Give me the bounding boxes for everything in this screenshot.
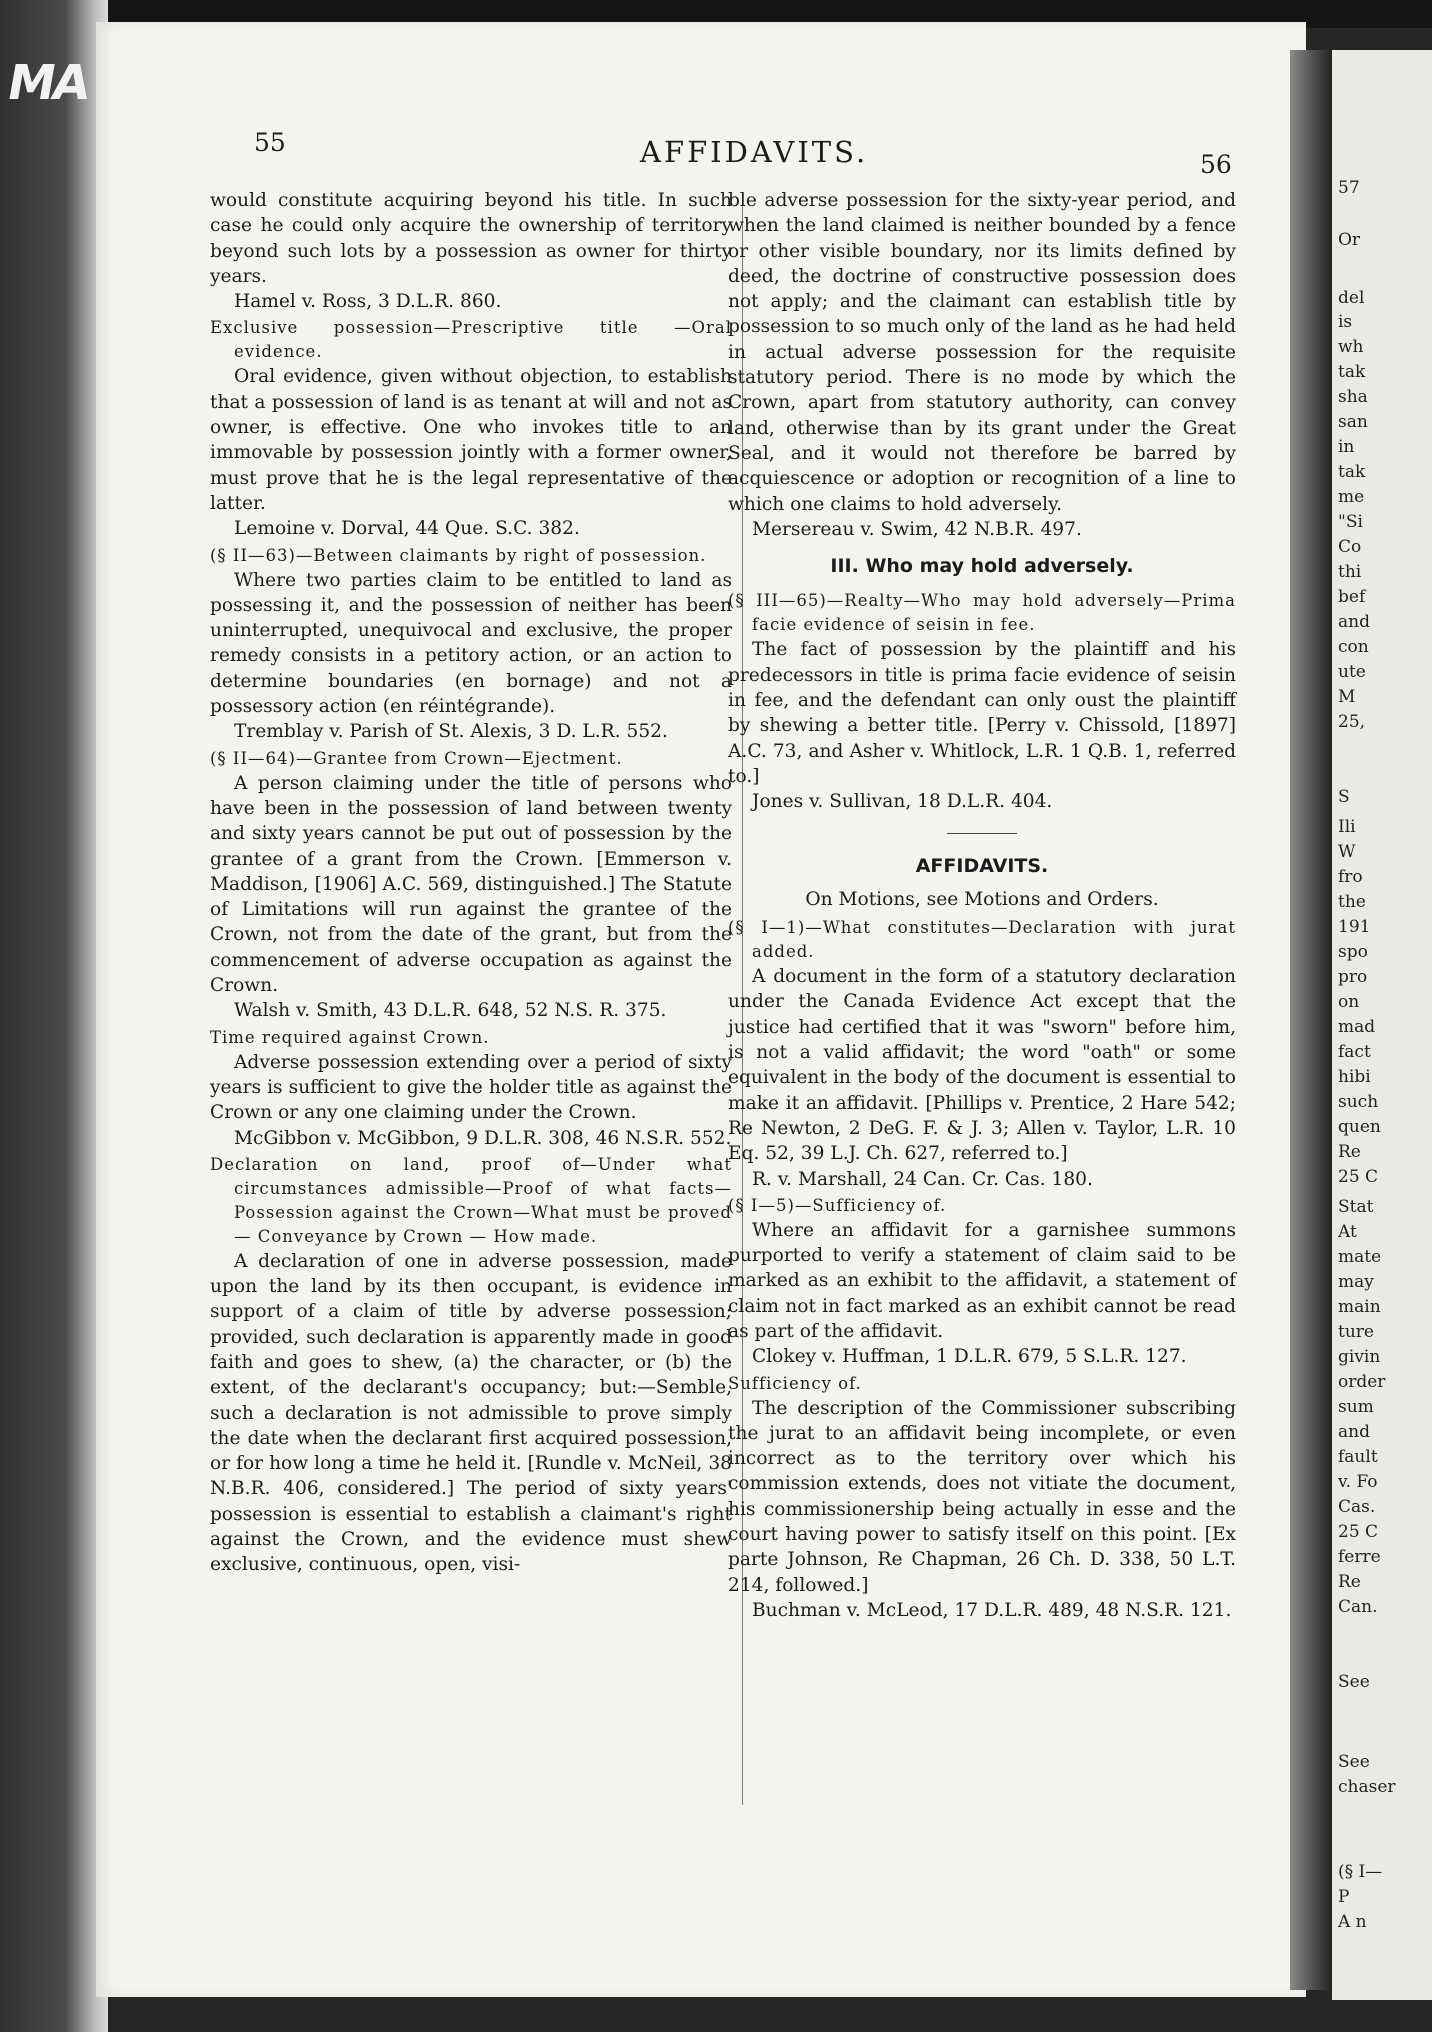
next-page-fragment: ture [1338, 1322, 1374, 1342]
next-page-fragment: givin [1338, 1347, 1381, 1367]
subheading: (§ II—63)—Between claimants by right of possession. [210, 545, 707, 565]
next-page-fragment: ferre [1338, 1547, 1381, 1567]
next-page-fragment: pro [1338, 967, 1368, 987]
next-page-fragment: and [1338, 1422, 1370, 1442]
next-page-fragment: order [1338, 1372, 1386, 1392]
paragraph: Where an affidavit for a garnishee summons purported to verify a statement of claim said to be marked as an exhibit to the affidavit, a statement of claim not in fact marked as an exhibit cannot be read as part of the affidavit. [728, 1219, 1236, 1342]
case-citation: Tremblay v. Parish of St. Alexis, 3 D. L.R. 552. [234, 721, 668, 743]
next-page-fragment: Ili [1338, 817, 1356, 837]
subheading: (§ II—64)—Grantee from Crown—Ejectment. [210, 748, 623, 768]
paragraph: The fact of possession by the plaintiff and his predecessors in title is prima facie evidence of seisin in fee, and the defendant can only oust the plaintiff by shewing a better title. [Perry v. Chissold, [1897] A.C. 73, and Asher v. Whitlock, L.R. 1 Q.B. 1, referred to.] [728, 639, 1236, 787]
paragraph: Adverse possession extending over a period of sixty years is sufficient to give the holder title as against the Crown or any one claiming under the Crown. [210, 1051, 732, 1124]
next-page-fragment: See [1338, 1752, 1370, 1772]
next-page-fragment: 25 C [1338, 1167, 1379, 1187]
next-page-fragment: tak [1338, 362, 1366, 382]
next-page-fragment: Cas. [1338, 1497, 1376, 1517]
next-page-fragment: 25 C [1338, 1522, 1379, 1542]
case-citation: Hamel v. Ross, 3 D.L.R. 860. [234, 291, 502, 313]
next-page-fragment: on [1338, 992, 1360, 1012]
next-page-fragment: fault [1338, 1447, 1378, 1467]
subheading: (§ III—65)—Realty—Who may hold adversely—Prima facie evidence of seisin in fee. [728, 591, 1236, 635]
next-page-fragment: fro [1338, 867, 1363, 887]
next-page-fragment: sha [1338, 387, 1368, 407]
entry-title: AFFIDAVITS. [915, 854, 1049, 877]
next-page-fragment: such [1338, 1092, 1379, 1112]
next-page-fragment: v. Fo [1338, 1472, 1378, 1492]
case-citation: Buchman v. McLeod, 17 D.L.R. 489, 48 N.S.R. 121. [752, 1599, 1232, 1621]
next-page-fragment: sum [1338, 1397, 1374, 1417]
case-citation: Lemoine v. Dorval, 44 Que. S.C. 382. [234, 518, 580, 540]
next-page-fragment: "Si [1338, 512, 1363, 532]
next-page-fragment: A n [1338, 1912, 1367, 1932]
next-page-fragment: me [1338, 487, 1365, 507]
next-page-fragment: ute [1338, 662, 1366, 682]
next-page-fragment: mad [1338, 1017, 1376, 1037]
next-page-fragment: 191 [1338, 917, 1371, 937]
next-page-fragment: is [1338, 312, 1353, 332]
subheading: Time required against Crown. [210, 1027, 490, 1047]
next-page-fragment: san [1338, 412, 1368, 432]
subheading: Declaration on land, proof of—Under what circumstances admissible—Proof of what facts—Possession against the Crown—What must be proved — Conveyance by Crown — How made. [210, 1154, 732, 1246]
case-citation: Walsh v. Smith, 43 D.L.R. 648, 52 N.S. R. 375. [234, 1000, 667, 1022]
next-page-fragment: del [1338, 288, 1365, 308]
scan-left-margin [0, 0, 108, 2032]
next-page-fragment: bef [1338, 587, 1366, 607]
case-citation: Mersereau v. Swim, 42 N.B.R. 497. [752, 518, 1082, 540]
next-page-fragment: See [1338, 1672, 1370, 1692]
next-page-fragment: Re [1338, 1572, 1361, 1592]
next-page-fragment: Or [1338, 230, 1361, 250]
next-page-fragment: con [1338, 637, 1369, 657]
paragraph: would constitute acquiring beyond his title. In such case he could only acquire the ownership of territory beyond such lots by a possession as owner for thirty years. [210, 190, 732, 287]
next-page-fragment: tak [1338, 462, 1366, 482]
next-page-fragment: M [1338, 687, 1356, 707]
next-page-fragment: thi [1338, 562, 1362, 582]
next-page-fragment: Can. [1338, 1597, 1378, 1617]
subheading: (§ I—5)—Sufficiency of. [728, 1195, 947, 1215]
cross-reference: On Motions, see Motions and Orders. [805, 888, 1159, 910]
next-page-fragment: Re [1338, 1142, 1361, 1162]
next-page-fragment: spo [1338, 942, 1368, 962]
next-page-fragment: Stat [1338, 1197, 1374, 1217]
section-rule [947, 833, 1017, 834]
case-citation: Jones v. Sullivan, 18 D.L.R. 404. [752, 791, 1053, 813]
case-citation: R. v. Marshall, 24 Can. Cr. Cas. 180. [752, 1168, 1093, 1190]
section-heading: III. Who may hold adversely. [830, 555, 1134, 578]
next-page-fragment: 25, [1338, 712, 1366, 732]
next-page-fragment: wh [1338, 337, 1364, 357]
page-fold-shadow [1290, 50, 1332, 1990]
subheading: Sufficiency of. [728, 1373, 862, 1393]
paragraph: A person claiming under the title of persons who have been in the possession of land between twenty and sixty years cannot be put out of possession by the grantee of a grant from the Crown. [Emmerson v. Maddison, [1906] A.C. 569, distinguished.] The Statute of Limitations will run against the grantee of the Crown, not from the date of the grant, but from the commencement of adverse occupation as against the Crown. [210, 772, 732, 997]
subheading: (§ I—1)—What constitutes—Declaration with jurat added. [728, 918, 1236, 962]
next-page-fragment: P [1338, 1887, 1350, 1907]
page-number-left: 55 [254, 128, 286, 157]
next-page-fragment: At [1338, 1222, 1357, 1242]
next-page-fragment: chaser [1338, 1777, 1396, 1797]
case-citation: McGibbon v. McGibbon, 9 D.L.R. 308, 46 N.S.R. 552. [234, 1127, 732, 1149]
paragraph: ble adverse possession for the sixty-year period, and when the land claimed is neither bounded by a fence or other visible boundary, nor its limits defined by deed, the doctrine of constructive possession does not apply; and the claimant can establish title by possession to so much only of the land as he had held in actual adverse possession for the requisite statutory period. There is no mode by which the Crown, apart from statutory authority, can convey land, otherwise than by its grant under the Great Seal, and it would not therefore be barred by acquiescence or adoption or recognition of a line to which one claims to hold adversely. [728, 190, 1236, 515]
case-citation: Clokey v. Huffman, 1 D.L.R. 679, 5 S.L.R. 127. [752, 1346, 1187, 1368]
subheading: Exclusive possession—Prescriptive title —Oral evidence. [210, 318, 732, 362]
next-page-fragment: hibi [1338, 1067, 1371, 1087]
paragraph: Where two parties claim to be entitled to land as possessing it, and the possession of neither has been uninterrupted, unequivocal and exclusive, the proper remedy consists in a petitory action, or an action to determine boundaries (en bornage) and not a possessory action (en réintégrande). [210, 569, 732, 718]
next-page-fragment: S [1338, 787, 1350, 807]
next-page-fragment: 57 [1338, 178, 1360, 198]
next-page-fragment: mate [1338, 1247, 1382, 1267]
paragraph: A declaration of one in adverse possession, made upon the land by its then occupant, is evidence in support of a claim of title by adverse possession; provided, such declaration is apparently made in good faith and goes to shew, (a) the character, or (b) the extent, of the declarant's occupancy; but:—Semble, such a declaration is not admissible to prove simply the date when the declarant first acquired possession, or for how long a time he held it. [Rundle v. McNeil, 38 N.B.R. 406, considered.] The period of sixty years' possession is essential to establish a claimant's right against the Crown, and the evidence must shew exclusive, continuous, open, visi- [210, 1250, 732, 1576]
left-column [210, 188, 732, 1578]
paragraph: A document in the form of a statutory declaration under the Canada Evidence Act except that the justice had certified that it was "sworn" before him, is not a valid affidavit; the word "oath" or some equivalent in the body of the document is essential to make it an affidavit. [Phillips v. Prentice, 2 Hare 542; Re Newton, 2 DeG. F. & J. 3; Allen v. Taylor, L.R. 10 Eq. 52, 39 L.J. Ch. 627, referred to.] [728, 966, 1236, 1165]
running-title: AFFIDAVITS. [640, 135, 869, 169]
spine-text: MA [3, 55, 92, 111]
paragraph: The description of the Commissioner subscribing the jurat to an affidavit being incomplete, or even incorrect as to the territory over which his commission extends, does not vitiate the document, his commissionership being actually in esse and the court having power to satisfy itself on this point. [Ex parte Johnson, Re Chapman, 26 Ch. D. 338, 50 L.T. 214, followed.] [728, 1397, 1236, 1596]
next-page-fragment: fact [1338, 1042, 1371, 1062]
next-page-fragment: and [1338, 612, 1370, 632]
next-page-fragment: the [1338, 892, 1366, 912]
right-column [728, 188, 1236, 1623]
next-page-fragment: quen [1338, 1117, 1381, 1137]
paragraph: Oral evidence, given without objection, to establish that a possession of land is as tenant at will and not as owner, is effective. One who invokes title to an immovable by possession jointly with a former owner, must prove that he is the legal representative of the latter. [210, 366, 732, 514]
next-page-fragment: may [1338, 1272, 1374, 1292]
next-page-fragment: Co [1338, 537, 1362, 557]
next-page-fragment: (§ I— [1338, 1862, 1383, 1882]
next-page-edge [1332, 50, 1432, 2000]
next-page-fragment: in [1338, 437, 1355, 457]
next-page-fragment: W [1338, 842, 1356, 862]
page-number-right: 56 [1200, 150, 1232, 179]
next-page-fragment: main [1338, 1297, 1381, 1317]
